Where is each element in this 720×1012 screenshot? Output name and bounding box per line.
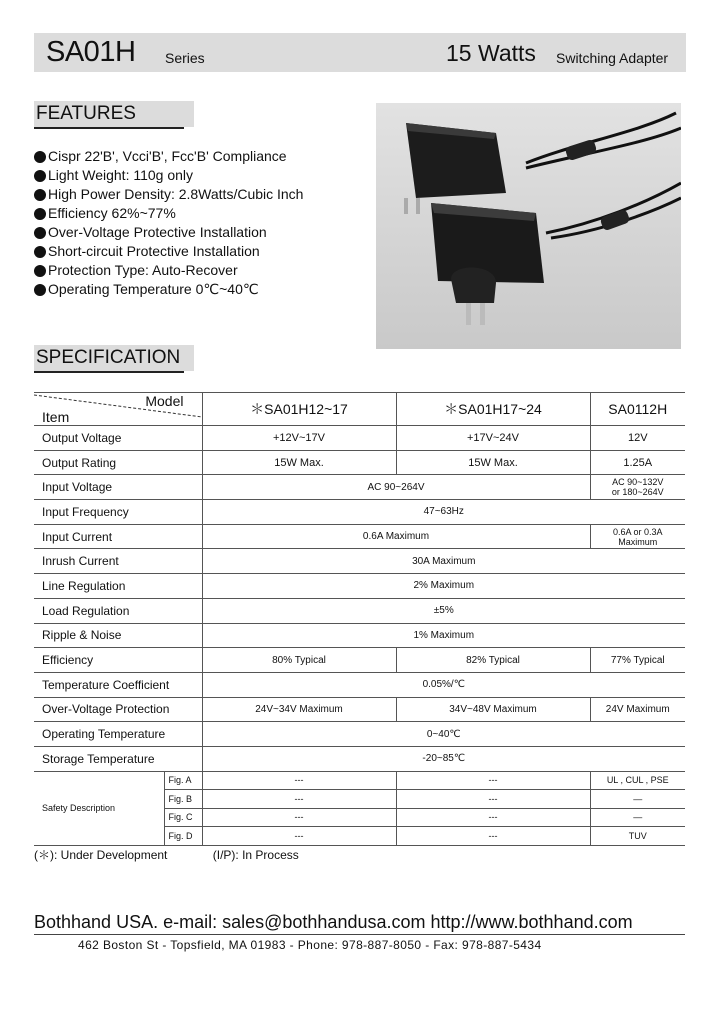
features-underline [34,127,184,129]
wattage: 15 Watts [446,40,536,66]
column-header-sa01h17: ＊SA01H17~24 [396,393,590,426]
note-under-development: (＊): Under Development [34,848,168,862]
specification-underline [34,371,184,373]
safety-row-fig-c: Fig. C --- --- — [34,808,685,827]
title-bar [34,33,686,72]
feature-item: High Power Density: 2.8Watts/Cubic Inch [34,185,303,204]
bullet-icon [34,227,46,239]
safety-row-fig-b: Fig. B --- --- — [34,790,685,809]
features-heading: FEATURES [34,101,194,127]
features-list [34,147,303,299]
feature-item: Over-Voltage Protective Installation [34,223,303,242]
footer-divider [34,934,685,935]
table-row: Inrush Current 30A Maximum [34,549,685,574]
table-row: Input Current 0.6A Maximum 0.6A or 0.3A Maximum [34,524,685,549]
table-row: Efficiency 80% Typical 82% Typical 77% Typical [34,648,685,673]
bullet-icon [34,246,46,258]
table-row: Over-Voltage Protection 24V~34V Maximum 34V~48V Maximum 24V Maximum [34,697,685,722]
safety-description-label: Safety Description [34,771,164,845]
table-row: Operating Temperature 0~40℃ [34,722,685,747]
table-row: Load Regulation ±5% [34,598,685,623]
bullet-icon [34,208,46,220]
table-row: Line Regulation 2% Maximum [34,574,685,599]
model-item-corner [34,393,202,426]
bullet-icon [34,151,46,163]
product-model: SA01H [46,36,136,68]
model-label: Model [145,393,184,409]
feature-item: Efficiency 62%~77% [34,204,303,223]
feature-item: Short-circuit Protective Installation [34,242,303,261]
specification-table [34,392,685,846]
safety-row-fig-a: Safety Description Fig. A --- --- UL , CUL , PSE [34,771,685,790]
feature-item: Light Weight: 110g only [34,166,303,185]
table-row: Output Rating 15W Max. 15W Max. 1.25A [34,450,685,475]
table-row: Storage Temperature -20~85℃ [34,746,685,771]
table-row: Input Frequency 47~63Hz [34,500,685,525]
specification-heading: SPECIFICATION [34,345,194,371]
notes [34,846,341,863]
feature-item: Operating Temperature 0℃~40℃ [34,280,303,299]
company-contact-line: Bothhand USA. e-mail: sales@bothhandusa.com http://www.bothhand.com [34,912,633,932]
note-in-process: (I/P): In Process [212,848,299,862]
feature-item: Protection Type: Auto-Recover [34,261,303,280]
table-row: Output Voltage +12V~17V +17V~24V 12V [34,426,685,451]
table-row: Ripple & Noise 1% Maximum [34,623,685,648]
bullet-icon [34,265,46,277]
feature-item: Cispr 22'B', Vcci'B', Fcc'B' Compliance [34,147,303,166]
bullet-icon [34,284,46,296]
table-header-row [34,393,685,426]
column-header-sa0112h: SA0112H [590,393,685,426]
bullet-icon [34,170,46,182]
bullet-icon [34,189,46,201]
series-label: Series [165,50,205,66]
company-address: 462 Boston St - Topsfield, MA 01983 - Phone: 978-887-8050 - Fax: 978-887-5434 [78,938,542,952]
product-type: Switching Adapter [556,50,669,66]
item-label: Item [42,409,70,425]
product-photo [376,103,681,349]
safety-row-fig-d: Fig. D --- --- TUV [34,827,685,846]
column-header-sa01h12: ＊SA01H12~17 [202,393,396,426]
table-row: Temperature Coefficient 0.05%/℃ [34,672,685,697]
table-row: Input Voltage AC 90~264V AC 90~132V or 180~264V [34,475,685,500]
